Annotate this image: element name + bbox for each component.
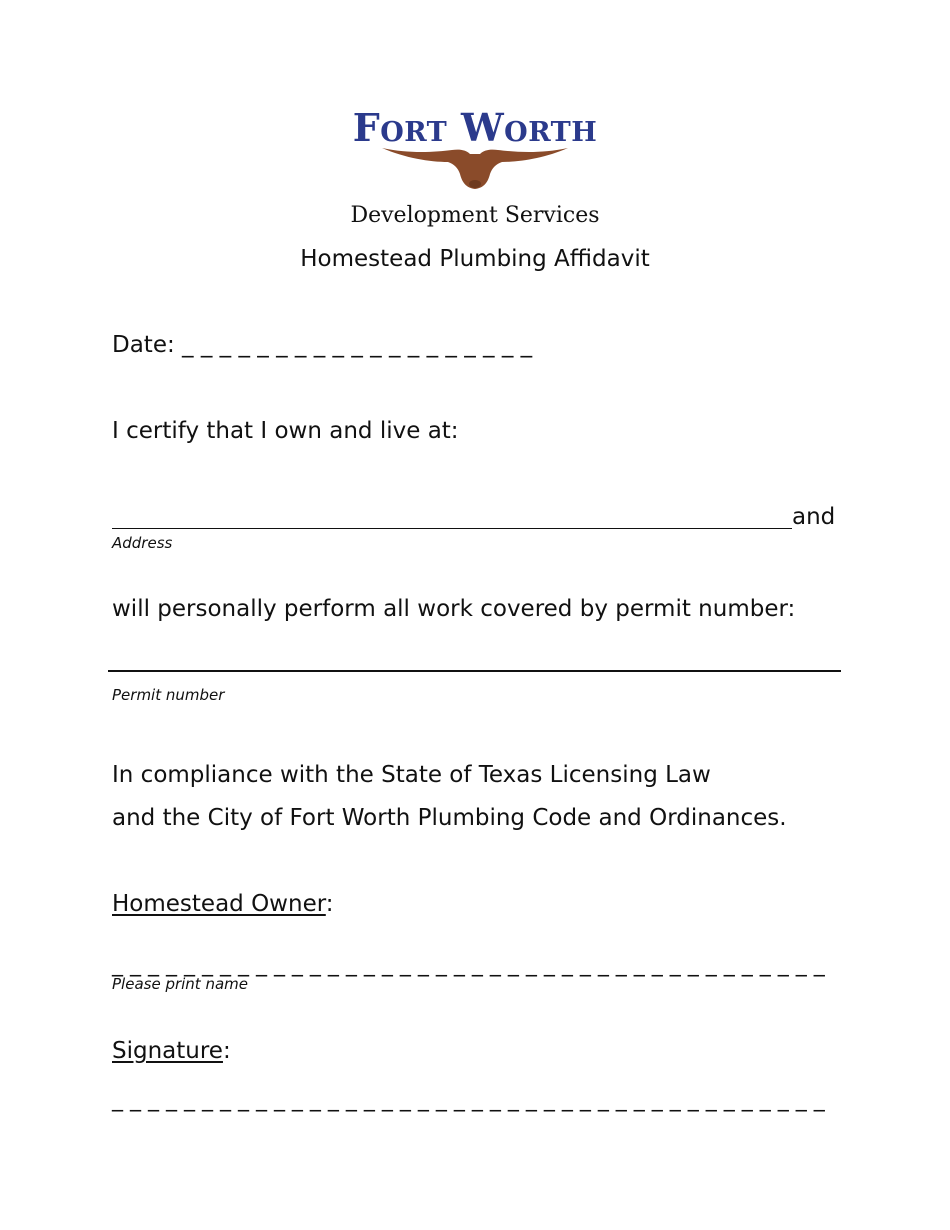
fort-worth-logo: Fort Worth <box>352 105 598 150</box>
owner-caption: Please print name <box>112 975 248 993</box>
signature-field[interactable]: _ _ _ _ _ _ _ _ _ _ _ _ _ _ _ _ _ _ _ _ _ _ _ _ _ _ _ _ _ _ _ _ _ _ _ _ _ _ _ _ <box>112 1087 825 1112</box>
form-title: Homestead Plumbing Affidavit <box>300 246 650 272</box>
owner-colon: : <box>325 891 334 917</box>
owner-label: Homestead Owner <box>112 891 326 917</box>
certify-text: I certify that I own and live at: <box>112 418 459 444</box>
signature-colon: : <box>222 1038 231 1064</box>
longhorn-icon <box>380 140 570 192</box>
compliance-line-2: and the City of Fort Worth Plumbing Code and Ordinances. <box>112 805 787 831</box>
date-field[interactable]: _ _ _ _ _ _ _ _ _ _ _ _ _ _ _ _ _ _ _ <box>182 332 533 358</box>
owner-row <box>112 887 334 921</box>
owner-name-field[interactable]: _ _ _ _ _ _ _ _ _ _ _ _ _ _ _ _ _ _ _ _ _ _ _ _ _ _ _ _ _ _ _ _ _ _ _ _ _ _ _ _ <box>112 952 825 977</box>
permit-caption: Permit number <box>112 686 225 704</box>
signature-row <box>112 1034 231 1068</box>
perform-text: will personally perform all work covered by permit number: <box>112 596 796 622</box>
address-field[interactable] <box>112 528 792 529</box>
date-row <box>112 328 532 362</box>
signature-label: Signature <box>112 1038 223 1064</box>
address-suffix: and <box>792 504 836 530</box>
date-label: Date: <box>112 332 175 358</box>
compliance-line-1: In compliance with the State of Texas Licensing Law <box>112 762 711 788</box>
address-caption: Address <box>112 534 173 552</box>
department-name: Development Services <box>350 203 600 228</box>
permit-field[interactable] <box>108 670 841 672</box>
